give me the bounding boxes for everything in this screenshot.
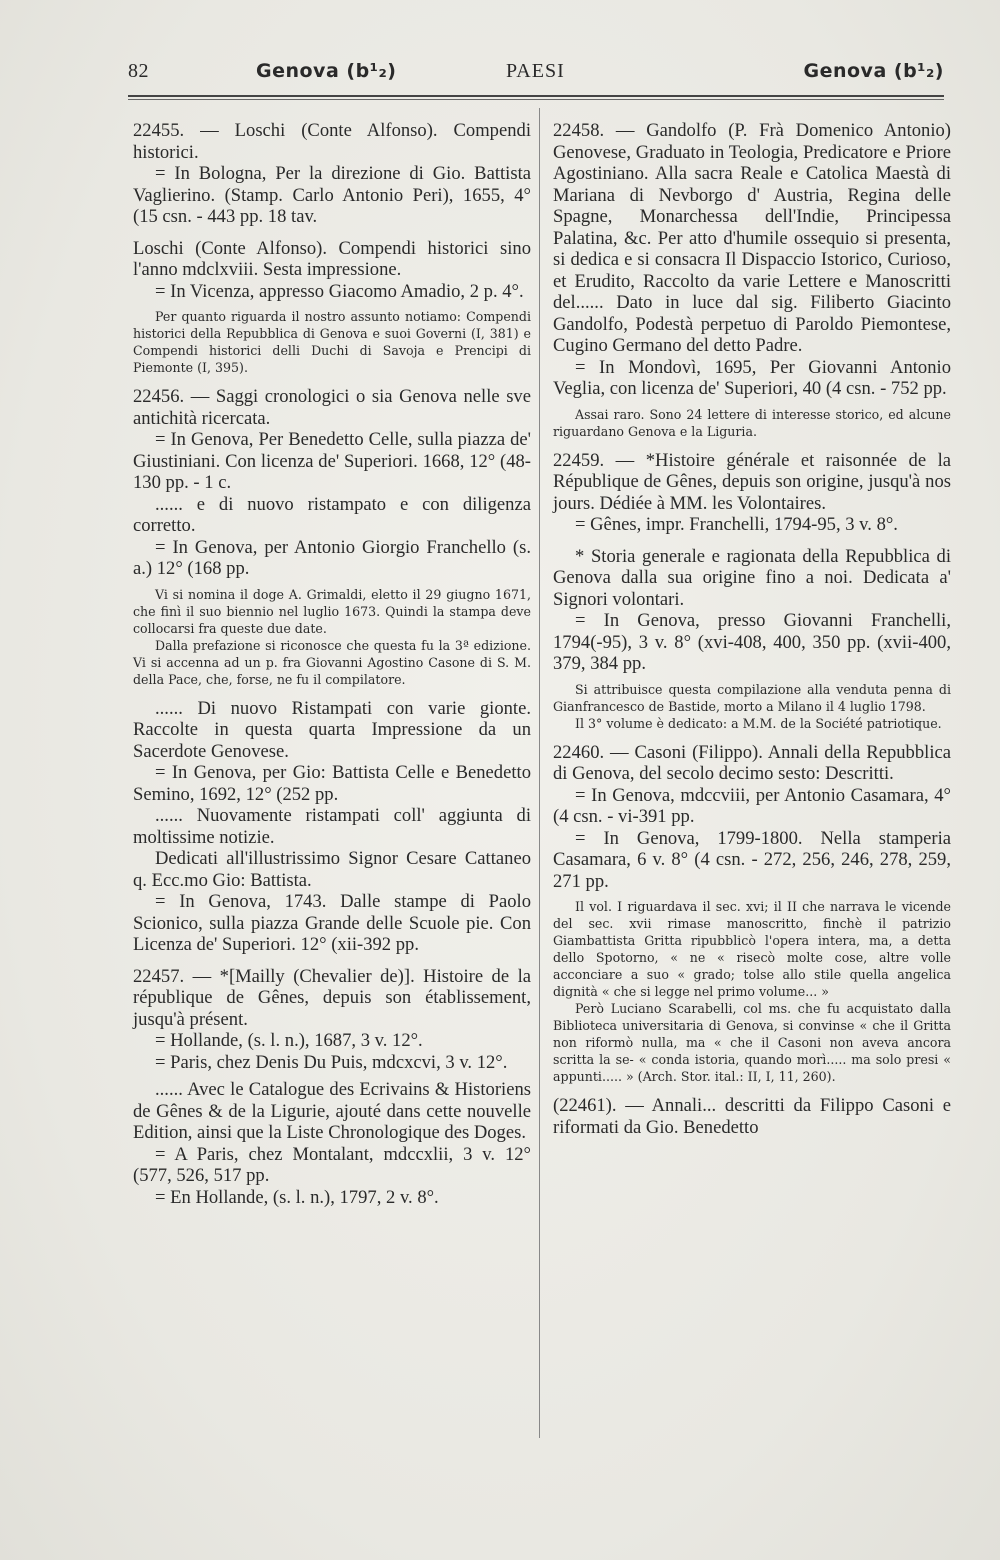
annotation-note: Per quanto riguarda il nostro assunto notiamo: Compendi historici della Repubblica di Genova e suoi Governi (I, 381) e Compendi historici delli Duchi di Savoja e Prencipi di Piemonte (I, 395). [133,309,531,375]
spacer [553,732,951,742]
bibliographic-entry: = Hollande, (s. l. n.), 1687, 3 v. 12°. [155,1030,423,1051]
center-running-title: PAESI [506,60,565,82]
bibliographic-entry: = In Genova, Per Benedetto Celle, sulla piazza de' Giustiniani. Con licenza de' Superiori. 1668, 12° (48-130 pp. - 1 c. [133,429,531,493]
annotation-note: Però Luciano Scarabelli, col ms. che fu acquistato dalla Biblioteca universitaria di Genova, si convinse « che il Gritta non riformò nulla, ma « che il Casoni non aveva ancora scritta la se- « conda istoria, quando morì..... ma solo presi « appunti..... » (Arch. Stor. ital.: II, I, 11, 260). [553,1001,951,1084]
bibliographic-entry: ...... e di nuovo ristampato e con diligenza corretto. [133,493,531,536]
bibliographic-entry: = En Hollande, (s. l. n.), 1797, 2 v. 8°. [155,1186,439,1208]
bibliographic-entry: ...... Nuovamente ristampati coll' aggiunta di moltissime notizie. [133,805,531,848]
header-rule-thin [128,99,944,100]
annotation-note: Il 3° volume è dedicato: a M.M. de la Société patriotique. [575,715,942,731]
bibliographic-entry: Loschi (Conte Alfonso). Compendi historici sino l'anno mdclxviii. Sesta impressione. [133,237,531,280]
bibliographic-entry: ...... Di nuovo Ristampati con varie gionte. Raccolte in questa quarta Impressione da un Sacerdote Genovese. [133,697,531,762]
bibliographic-entry: 22459. — *Histoire générale et raisonnée de la République de Gênes, depuis son origine, jusqu'à nos jours. Dédiée à MM. les Volontaires. [553,449,951,514]
column-divider [539,108,540,1438]
spacer [553,536,951,546]
bibliographic-entry: = A Paris, chez Montalant, mdccxlii, 3 v. 12° (577, 526, 517 pp. [133,1143,531,1186]
left-running-title: Genova (b¹₂) [256,60,397,82]
spacer [133,688,531,698]
bibliographic-entry: 22460. — Casoni (Filippo). Annali della Repubblica di Genova, del secolo decimo sesto: Descritti. [553,741,951,784]
left-column [133,120,531,1208]
bibliographic-entry: = In Genova, presso Giovanni Franchelli, 1794(-95), 3 v. 8° (xvi-408, 400, 350 pp. (xvii-400, 379, 384 pp. [553,610,951,674]
bibliographic-entry: 22456. — Saggi cronologici o sia Genova nelle sve antichità ricercata. [133,386,531,429]
bibliographic-entry: = Paris, chez Denis Du Puis, mdcxcvi, 3 v. 12°. [155,1051,508,1073]
bibliographic-entry: 22457. — *[Mailly (Chevalier de)]. Histoire de la république de Gênes, depuis son établissement, jusqu'à présent. [133,965,531,1030]
bibliographic-entry: (22461). — Annali... descritti da Filippo Casoni e riformati da Gio. Benedetto [553,1095,951,1138]
bibliographic-entry: = In Mondovì, 1695, Per Giovanni Antonio Veglia, con licenza de' Superiori, 40 (4 csn. - 752 pp. [553,356,951,399]
annotation-note: Vi si nomina il doge A. Grimaldi, eletto il 29 giugno 1671, che finì il suo biennio nel luglio 1673. Quindi la stampa deve collocarsi fra queste due date. [133,586,531,636]
bibliographic-entry: ...... Avec le Catalogue des Ecrivains & Historiens de Gênes & de la Ligurie, ajouté dans cette nouvelle Edition, ainsi que la Liste Chronologique des Doges. [133,1079,531,1143]
bibliographic-entry: * Storia generale e ragionata della Repubblica di Genova dalla sua origine fino a noi. Dedicata a' Signori volontari. [553,545,951,610]
bibliographic-entry: = In Genova, mdccviii, per Antonio Casamara, 4° (4 csn. - vi-391 pp. [553,784,951,827]
right-column [553,120,951,1138]
spacer [133,376,531,386]
bibliographic-entry: Dedicati all'illustrissimo Signor Cesare Cattaneo q. Ecc.mo Gio: Battista. [133,848,531,891]
bibliographic-entry: = In Genova, per Antonio Giorgio Franchello (s. a.) 12° (168 pp. [133,536,531,579]
spacer [133,956,531,966]
bibliographic-entry: = In Bologna, Per la direzione di Gio. Battista Vaglierino. (Stamp. Carlo Antonio Peri), 1655, 4° (15 csn. - 443 pp. 18 tav. [133,163,531,227]
bibliographic-entry: 22458. — Gandolfo (P. Frà Domenico Antonio) Genovese, Graduato in Teologia, Predicatore e Priore Agostiniano. Alla sacra Reale e Catolica Maestà di Mariana di Nevborgo d' Austria, Regina delle Spagne, Monarchessa dell'Indie, Principessa Palatina, &c. Per atto d'humile ossequio si presenta, si dedica e si consacra Il Dispaccio Istorico, Curioso, et Erudito, Raccolto da varie Lettere e Manoscritti del...... Dato in luce dal sig. Filiberto Giacinto Gandolfo, Podestà perpetuo di Paroldo Piemontese, Cugino Germano del detto Padre. [553,120,951,356]
annotation-note: Si attribuisce questa compilazione alla venduta penna di Gianfrancesco de Bastide, morto a Milano il 4 luglio 1798. [553,681,951,714]
annotation-note: Dalla prefazione si riconosce che questa fu la 3ª edizione. Vi si accenna ad un p. fra Giovanni Agostino Casone di S. M. della Pace, che, forse, ne fu il compilatore. [133,637,531,687]
header-rule [128,95,944,97]
spacer [553,440,951,450]
bibliographic-entry: 22455. — Loschi (Conte Alfonso). Compendi historici. [133,120,531,163]
annotation-note: Assai raro. Sono 24 lettere di interesse storico, ed alcune riguardano Genova e la Liguria. [553,406,951,439]
page-number: 82 [128,60,149,82]
page-header [128,60,944,90]
bibliographic-entry: = In Genova, 1743. Dalle stampe di Paolo Scionico, sulla piazza Grande delle Scuole pie. Con Licenza de' Superiori. 12° (xii-392 pp. [133,891,531,955]
annotation-note: Il vol. I riguardava il sec. xvi; il II che narrava le vicende del sec. xvii rimase manoscritto, finchè il patrizio Giambattista Gritta ripubblicò l'opera intera, ma, a detta dello Spotorno, « ne « risecò molte cose, altre volle acconciare a suo « grado; tolse allo stile quella angelica dignità « che si legge nel primo volume... » [553,899,951,999]
bibliographic-entry: = In Genova, 1799-1800. Nella stamperia Casamara, 6 v. 8° (4 csn. - 272, 256, 246, 278, 259, 271 pp. [553,827,951,892]
bibliographic-entry: = In Genova, per Gio: Battista Celle e Benedetto Semino, 1692, 12° (252 pp. [133,762,531,805]
right-running-title: Genova (b¹₂) [803,60,944,82]
spacer [133,228,531,238]
bibliographic-entry: = Gênes, impr. Franchelli, 1794-95, 3 v. 8°. [575,514,898,535]
spacer [553,1085,951,1095]
bibliographic-entry: = In Vicenza, appresso Giacomo Amadio, 2 p. 4°. [155,280,524,302]
